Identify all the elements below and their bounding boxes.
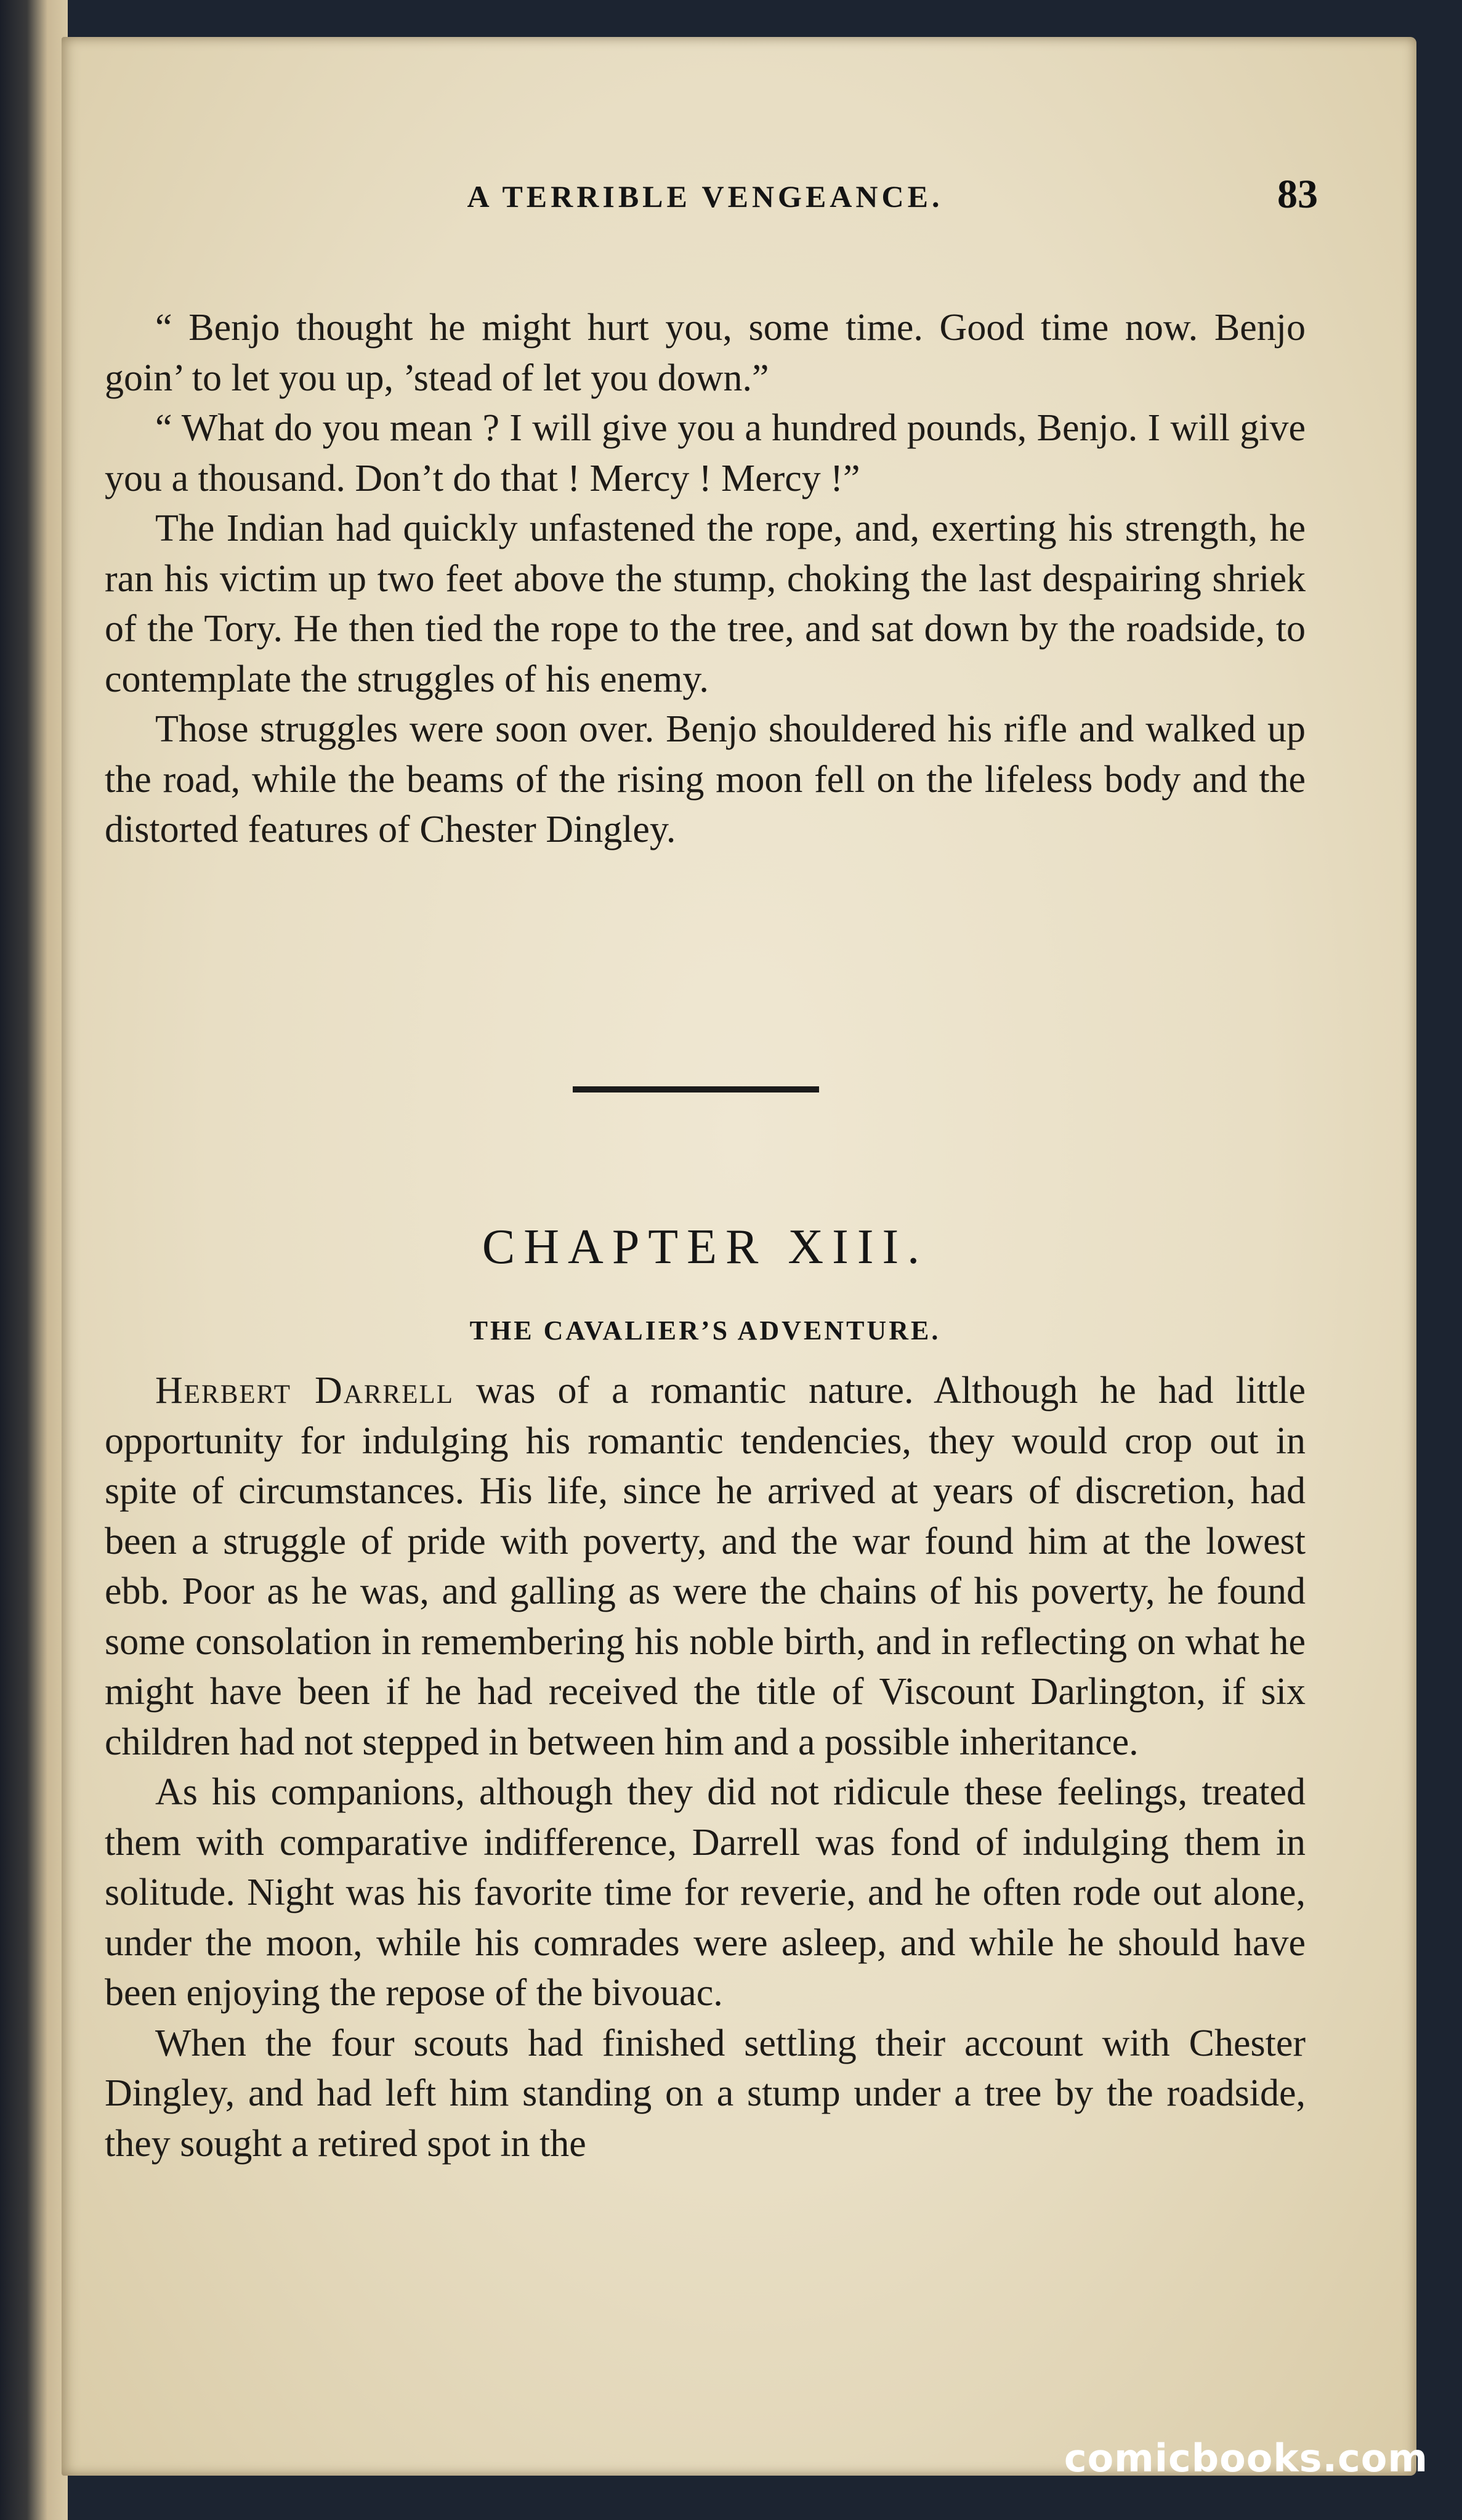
paragraph: Those struggles were soon over. Benjo shouldered his rifle and walked up the road, while the beams of the rising moon fell on the lifeless body and the distorted features of Chester Dingley. — [105, 708, 1306, 850]
paragraph: “ What do you mean ? I will give you a hundred pounds, Benjo. I will give you a thousand. Don’t do that ! Mercy ! Mercy !” — [105, 407, 1306, 499]
chapter-subtitle: THE CAVALIER’S ADVENTURE. — [469, 1315, 941, 1346]
section-two-text — [105, 1366, 1306, 2169]
section-one-text — [105, 303, 1306, 855]
page-header — [105, 172, 1318, 252]
lead-name: Herbert Darrell — [155, 1370, 454, 1411]
paragraph: As his companions, although they did not ridicule these feelings, treated them with comparative indifference, Darrell was fond of indulging them in solitude. Night was his favorite time for reverie, and he often rode out alone, under the moon, while his comrades were asleep, and while he should have been enjoying the repose of the bivouac. — [105, 1771, 1306, 2014]
paragraph: “ Benjo thought he might hurt you, some time. Good time now. Benjo goin’ to let you up, ’stead of let you down.” — [105, 307, 1306, 399]
opening-paragraph — [105, 1366, 1306, 1767]
paragraph: When the four scouts had finished settling their account with Chester Dingley, and had left him standing on a stump under a tree by the roadside, they sought a retired spot in the — [105, 2022, 1306, 2165]
opening-paragraph-text: was of a romantic nature. Although he had little opportunity for indulging his romantic tendencies, they would crop out in spite of circumstances. His life, since he arrived at years of discretion, had been a struggle of pride with poverty, and the war found him at the lowest ebb. Poor as he was, and galling as were the chains of his poverty, he found some consolation in remembering his noble birth, and in reflecting on what he might have been if he had received the title of Viscount Darlington, if six children had not stepped in between him and a possible inheritance. — [105, 1370, 1306, 1763]
section-divider-rule — [573, 1086, 819, 1092]
chapter-title: CHAPTER XIII. — [482, 1220, 929, 1274]
book-spine-edge — [0, 0, 68, 2520]
paragraph: The Indian had quickly unfastened the rope, and, exerting his strength, he ran his victim up two feet above the stump, choking the last despairing shriek of the Tory. He then tied the rope to the tree, and sat down by the roadside, to contemplate the struggles of his enemy. — [105, 507, 1306, 700]
page-number: 83 — [1277, 172, 1318, 217]
watermark: comicbooks.com — [1064, 2436, 1428, 2481]
running-head: A TERRIBLE VENGEANCE. — [467, 179, 943, 214]
